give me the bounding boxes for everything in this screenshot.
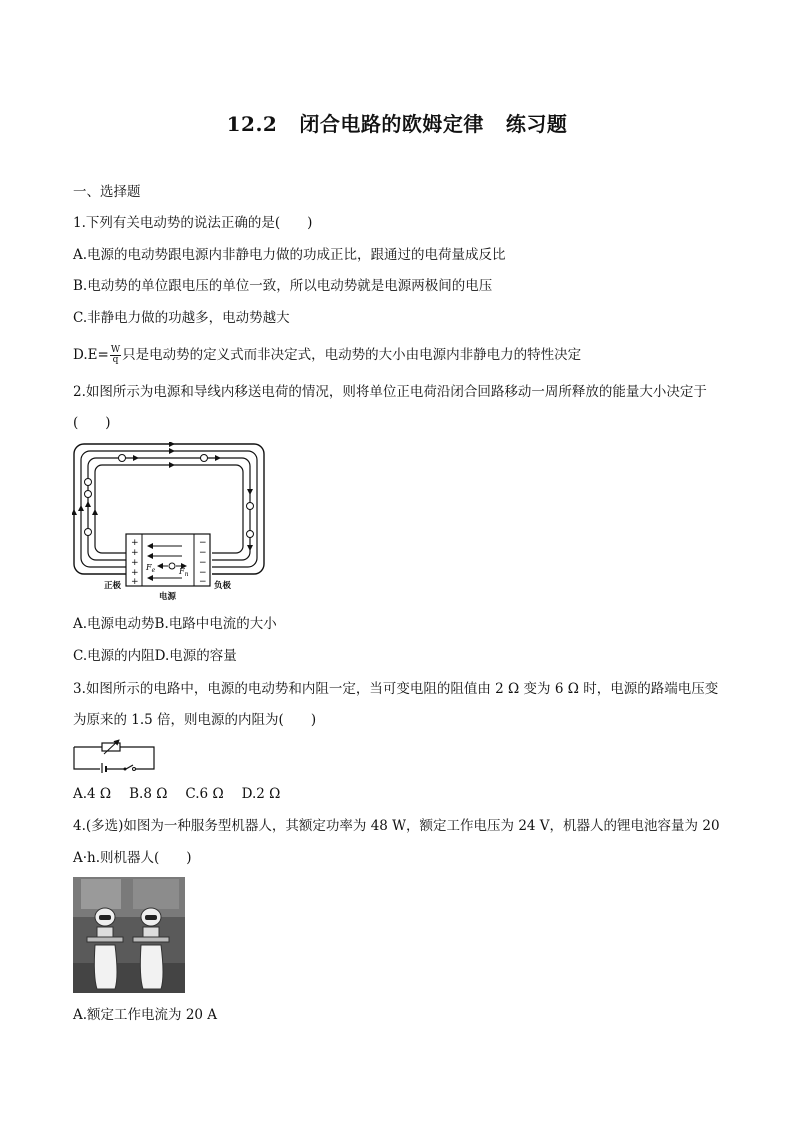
q2-options-ab: A.电源电动势B.电路中电流的大小 xyxy=(73,616,277,632)
positive-terminal-label: 正极 xyxy=(104,581,122,591)
svg-text:+: + xyxy=(131,558,139,568)
page-title xyxy=(0,108,794,137)
q3-option-d: D.2 Ω xyxy=(241,786,281,802)
force-fn-label: F xyxy=(179,567,185,576)
q3-options xyxy=(73,785,280,803)
svg-text:−: − xyxy=(199,538,207,548)
title-name: 闭合电路的欧姆定律 xyxy=(299,112,484,136)
negative-terminal-label: 负极 xyxy=(214,581,232,591)
q2-options-cd: C.电源的内阻D.电源的容量 xyxy=(73,648,237,664)
q3-option-a: A.4 Ω xyxy=(73,786,112,802)
q3-option-c: C.6 Ω xyxy=(185,786,224,802)
fraction-denominator: q xyxy=(112,355,119,365)
title-suffix: 练习题 xyxy=(505,112,568,136)
q1-option-c: C.非静电力做的功越多，电动势越大 xyxy=(73,310,290,326)
q4-stem-line1: 4.(多选)如图为一种服务型机器人，其额定功率为 48 W，额定工作电压为 24 V，机器人的锂电池容量为 20 xyxy=(73,818,720,834)
q1-d-rest: 只是电动势的定义式而非决定式，电动势的大小由电源内非静电力的特性决定 xyxy=(122,347,582,363)
q2-stem-line1: 2.如图所示为电源和导线内移送电荷的情况，则将单位正电荷沿闭合回路移动一周所释放的能量大小决定于 xyxy=(73,384,707,400)
svg-text:+: + xyxy=(131,538,139,548)
q2-stem-line2: ( ) xyxy=(73,415,111,431)
force-fe-label: F xyxy=(146,563,152,572)
q1-d-prefix: D.E= xyxy=(73,347,109,363)
svg-text:+: + xyxy=(131,577,139,587)
variable-resistor-circuit xyxy=(72,737,156,773)
q3-option-b: B.8 Ω xyxy=(129,786,168,802)
svg-text:+: + xyxy=(131,568,139,578)
force-fe-sub: e xyxy=(151,567,156,574)
force-fn-sub: n xyxy=(184,571,189,578)
svg-text:−: − xyxy=(199,558,207,568)
fraction-numerator: W xyxy=(110,345,121,355)
svg-text:+: + xyxy=(131,548,139,558)
q1-stem: 1.下列有关电动势的说法正确的是( ) xyxy=(73,215,313,231)
q1-option-d xyxy=(73,346,581,365)
q3-stem-line2: 为原来的 1.5 倍，则电源的内阻为( ) xyxy=(73,712,317,728)
q1-option-b: B.电动势的单位跟电压的单位一致，所以电动势就是电源两极间的电压 xyxy=(73,278,493,294)
fraction-w-over-q xyxy=(110,346,121,365)
title-number: 12.2 xyxy=(226,112,278,136)
svg-text:−: − xyxy=(199,568,207,578)
service-robot-photo xyxy=(73,877,185,993)
charge-circuit-diagram xyxy=(72,442,268,602)
q1-option-a: A.电源的电动势跟电源内非静电力做的功成正比，跟通过的电荷量成反比 xyxy=(73,247,506,263)
svg-text:−: − xyxy=(199,548,207,558)
q4-option-a: A.额定工作电流为 20 A xyxy=(73,1007,218,1023)
section-heading: 一、选择题 xyxy=(73,184,141,200)
svg-text:−: − xyxy=(199,577,207,587)
q4-stem-line2: A·h.则机器人( ) xyxy=(73,850,192,866)
q3-stem-line1: 3.如图所示的电路中，电源的电动势和内阻一定，当可变电阻的阻值由 2 Ω 变为 6 Ω 时，电源的路端电压变 xyxy=(73,681,719,697)
source-label: 电源 xyxy=(159,592,177,602)
